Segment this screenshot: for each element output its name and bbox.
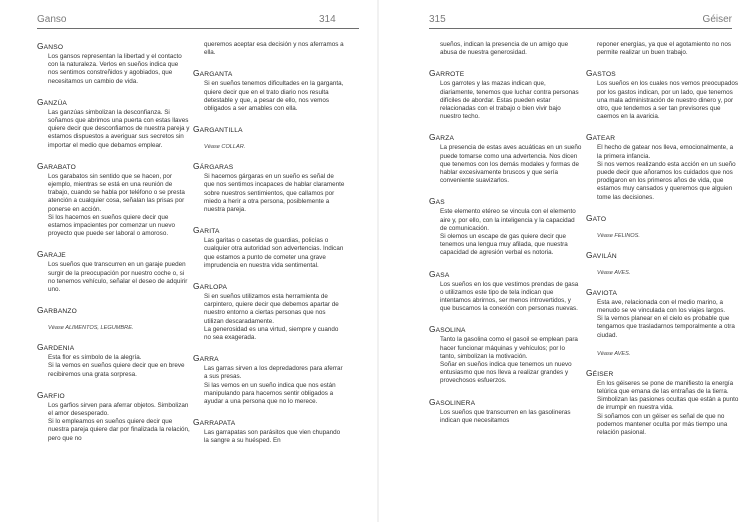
definition-paragraph: Los sueños que transcurren en un garaje pueden surgir de la preocupación por nuestro coche o, si no tenemos vehículo, señalar el deseo de adquirir uno.	[48, 261, 188, 294]
definition-paragraph: Si las vemos en un sueño indica que nos están manipulando para hacernos sentir obligados a ayudar a una persona que no lo merece.	[204, 381, 336, 406]
dictionary-entry	[37, 249, 190, 294]
page-number-left: 314	[319, 14, 336, 25]
definition-paragraph: Los sueños en los cuales nos vemos preocupados por los gastos indican, por un lado, que tenemos una mala administración de nuestro dinero y, por otro, que tendemos a ser tan previsores que caemos en la avaricia.	[597, 80, 739, 121]
entry-definition	[48, 173, 190, 239]
definition-paragraph: Este elemento etéreo se vincula con el elemento aire y, por ello, con la inteligencia y la capacidad de comunicación.	[440, 208, 576, 232]
see-also-reference: Véase FELINOS.	[597, 232, 640, 239]
running-head-left: Ganso	[37, 14, 67, 25]
see-also-reference: Véase AVES.	[597, 350, 631, 357]
header-rule-left	[37, 28, 359, 29]
definition-paragraph: La presencia de estas aves acuáticas en un sueño puede tomarse como una advertencia. Nos dicen que tenemos con los demás modales y formas de hablar excesivamente bruscos y que sería conveniente suavizarlos.	[440, 144, 582, 185]
entry-definition	[597, 144, 739, 201]
dictionary-entry	[193, 124, 346, 150]
entry-term: GARBANZO	[37, 305, 77, 316]
dictionary-entry	[586, 213, 739, 239]
dictionary-entry	[586, 41, 739, 57]
dictionary-entry	[37, 390, 190, 443]
entry-term: GARLOPA	[193, 281, 228, 292]
definition-paragraph: Si en sueños tenemos dificultades en la garganta, quiere decir que en el trato diario nos resulta detestable y que, a pesar de ello, nos vemos obligados a ser amables con ella.	[204, 80, 344, 113]
definition-paragraph: Si la vemos planear en el cielo es probable que tengamos que trasladarnos temporalmente a otra ciudad.	[597, 315, 735, 339]
definition-paragraph: Tanto la gasolina como el gasoil se emplean para hacer funcionar máquinas y vehículos; por lo tanto, simbolizan la motivación.	[440, 336, 578, 360]
entry-definition	[204, 365, 346, 406]
dictionary-entry	[429, 397, 582, 425]
dictionary-entry	[429, 269, 582, 314]
definition-paragraph: Los sueños en los que vestimos prendas de gasa o utilizamos este tipo de tela indican que intentamos abrirnos, ser menos introvertidos, y que buscamos la conexión con personas nuevas.	[440, 280, 579, 313]
definition-paragraph: Si soñamos con un géiser es señal de que no podemos mantener oculta por más tiempo una relación pasional.	[597, 412, 728, 437]
entry-term: GARFIO	[37, 389, 65, 400]
running-head-right: Géiser	[702, 14, 732, 25]
definition-paragraph: Las ganzúas simbolizan la desconfianza. Si soñamos que abrimos una puerta con estas llaves quiere decir que desconfiamos de nuestra pareja y estamos dispuestos a averiguar sus secretos sin importar el medio que debamos emplear.	[48, 108, 190, 149]
entry-definition	[204, 237, 346, 270]
entry-definition	[440, 336, 582, 385]
entry-term: GARRAPATA	[193, 417, 236, 428]
definition-paragraph: sueños, indican la presencia de un amigo que abusa de nuestra generosidad.	[440, 41, 569, 57]
definition-paragraph: Si nos vemos realizando esta acción en un sueño puede decir que añoramos los cuidados que nos prodigaron en los primeros años de vida, que estamos muy cansados y queremos que alguien tome las decisiones.	[597, 160, 736, 201]
dictionary-entry	[429, 68, 582, 121]
entry-term: GARRA	[193, 353, 219, 364]
entry-definition	[204, 173, 346, 214]
entry-term: GARAJE	[37, 249, 66, 260]
entry-term: GANSO	[37, 41, 64, 51]
dictionary-entry	[193, 281, 346, 342]
entry-definition	[48, 109, 190, 150]
definition-paragraph: Si la vemos en sueños quiere decir que en breve recibiremos una grata sorpresa.	[48, 362, 185, 378]
entry-definition	[48, 53, 190, 86]
definition-paragraph: La generosidad es una virtud, siempre y cuando no sea exagerada.	[204, 325, 339, 342]
entry-term: GARITA	[193, 225, 220, 236]
dictionary-entry	[586, 351, 739, 357]
entry-term: GÉISER	[586, 367, 614, 378]
dictionary-entry	[193, 41, 346, 57]
dictionary-entry	[37, 305, 190, 331]
dictionary-entry	[586, 132, 739, 201]
entry-term: GARGANTILLA	[193, 124, 243, 135]
definition-paragraph: Si lo empleamos en sueños quiere decir que nuestra pareja quiere dar por finalizada la relación, pero que no	[48, 418, 190, 442]
dictionary-entry	[37, 41, 190, 86]
entry-term: GARGANTA	[193, 68, 233, 79]
definition-paragraph: Si hacemos gárgaras en un sueño es señal de que nos sentimos incapaces de hablar claramente sobre nuestros sentimientos, que callamos por miedo a herir a otra persona, posiblemente a nuestra pareja.	[204, 173, 345, 214]
right-column-2	[586, 41, 739, 448]
dictionary-entry	[429, 41, 582, 57]
entry-term: GATO	[586, 212, 607, 223]
dictionary-entry	[37, 342, 190, 379]
entry-definition	[48, 354, 190, 379]
entry-term: GAVIOTA	[586, 286, 618, 297]
definition-paragraph: En los géiseres se pone de manifiesto la energía telúrica que emana de las entrañas de la tierra. Simbolizan las pasiones ocultas que están a punto de irrumpir en nuestra vida.	[597, 379, 739, 412]
definition-paragraph: Los garfios sirven para aferrar objetos. Simbolizan el amor desesperado.	[48, 401, 189, 418]
definition-paragraph: Si los hacemos en sueños quiere decir que estamos impacientes por comenzar un nuevo proyecto que puede ser laboral o amoroso.	[48, 213, 176, 238]
definition-paragraph: El hecho de gatear nos lleva, emocionalmente, a la primera infancia.	[597, 144, 734, 160]
definition-paragraph: Los garabatos sin sentido que se hacen, por ejemplo, mientras se está en una reunión de trabajo, cuando se habla por teléfono o se presta atención a cualquier cosa, señalan las prisas por ponerse en acción.	[48, 172, 185, 213]
entry-definition	[597, 41, 739, 57]
dictionary-entry	[193, 353, 346, 406]
entry-term: GASTOS	[586, 68, 616, 79]
left-column-2	[193, 41, 346, 457]
definition-paragraph: Las garras sirven a los depredadores para aferrar a sus presas.	[204, 365, 343, 381]
definition-paragraph: queremos aceptar esa decisión y nos aferramos a ella.	[204, 41, 344, 57]
entry-term: GARDENIA	[37, 342, 75, 353]
entry-term: GÁRGARAS	[193, 161, 234, 172]
entry-definition	[48, 402, 190, 443]
entry-term: GARZA	[429, 132, 455, 143]
dictionary-entry	[429, 324, 582, 385]
definition-paragraph: Si olemos un escape de gas quiere decir que tenemos una lengua muy afilada, que nuestra capacidad de agresión verbal es notoria.	[440, 233, 568, 257]
definition-paragraph: Soñar en sueños indica que tenemos un nuevo entusiasmo que nos lleva a realizar grandes y provechosos esfuerzos.	[440, 361, 572, 385]
entry-definition	[48, 261, 190, 294]
definition-paragraph: reponer energías, ya que el agotamiento no nos permite realizar un buen trabajo.	[597, 41, 732, 57]
left-column-1	[37, 41, 190, 454]
dictionary-entry	[586, 250, 739, 276]
entry-definition	[597, 80, 739, 121]
entry-term: GAS	[429, 196, 445, 207]
definition-paragraph: Si en sueños utilizamos esta herramienta de carpintero, quiere decir que debemos apartar de nuestro entorno a ciertas personas que nos utilizan descaradamente.	[204, 293, 339, 325]
definition-paragraph: Los garrotes y las mazas indican que, diariamente, tenemos que luchar contra personas difíciles de abordar. Estas pueden estar relacionadas con el trabajo o bien vivir bajo nuestro techo.	[440, 80, 579, 121]
see-also-reference: Véase AVES.	[597, 269, 631, 276]
dictionary-entry	[586, 287, 739, 340]
right-page	[378, 0, 756, 522]
entry-term: GASOLINERA	[429, 396, 476, 407]
page-number-right: 315	[429, 14, 446, 25]
entry-definition	[440, 144, 582, 185]
entry-term: GATEAR	[586, 132, 616, 143]
entry-definition	[204, 80, 346, 113]
dictionary-entry	[429, 196, 582, 257]
entry-term: GANZÚA	[37, 96, 68, 107]
entry-definition	[204, 429, 346, 445]
definition-paragraph: Los sueños que transcurren en las gasolineras indican que necesitamos	[440, 408, 571, 424]
see-also-reference: Véase COLLAR.	[204, 144, 246, 151]
entry-definition	[440, 208, 582, 257]
definition-paragraph: Las garrapatas son parásitos que vien chupando la sangre a su huésped. En	[204, 429, 341, 445]
definition-paragraph: Esta ave, relacionada con el medio marino, a menudo se ve vinculada con los viajes largos.	[597, 298, 726, 315]
entry-definition	[440, 281, 582, 314]
entry-term: GAVILÁN	[586, 249, 617, 260]
dictionary-entry	[586, 68, 739, 121]
dictionary-entry	[429, 132, 582, 185]
dictionary-entry	[37, 97, 190, 150]
header-rule-right	[429, 28, 732, 29]
entry-definition	[597, 380, 739, 437]
see-also-reference: Véase ALIMENTOS, LEGUMBRE.	[48, 325, 134, 332]
dictionary-entry	[586, 368, 739, 437]
entry-definition	[440, 409, 582, 425]
entry-term: GARABATO	[37, 160, 76, 171]
entry-term: GASA	[429, 268, 450, 279]
entry-definition	[440, 41, 582, 57]
entry-definition	[204, 41, 346, 57]
entry-definition	[204, 293, 346, 342]
entry-term: GARROTE	[429, 68, 465, 79]
entry-definition	[440, 80, 582, 121]
dictionary-entry	[193, 417, 346, 445]
definition-paragraph: Las garitas o casetas de guardias, policías o cualquier otra autoridad son advertencias. Indican que estamos a punto de cometer una grave imprudencia en nuestra vida sentimental.	[204, 237, 344, 269]
dictionary-entry	[193, 225, 346, 270]
right-column-1	[429, 41, 582, 436]
dictionary-entry	[193, 68, 346, 113]
definition-paragraph: Los gansos representan la libertad y el contacto con la naturaleza. Verlos en sueños indica que nos sentimos constreñidos y agobiados, que necesitamos un cambio de vida.	[48, 53, 182, 85]
definition-paragraph: Esta flor es símbolo de la alegría.	[48, 354, 142, 362]
dictionary-entry	[37, 161, 190, 239]
entry-term: GASOLINA	[429, 324, 466, 335]
dictionary-entry	[193, 161, 346, 214]
entry-definition	[597, 299, 739, 340]
